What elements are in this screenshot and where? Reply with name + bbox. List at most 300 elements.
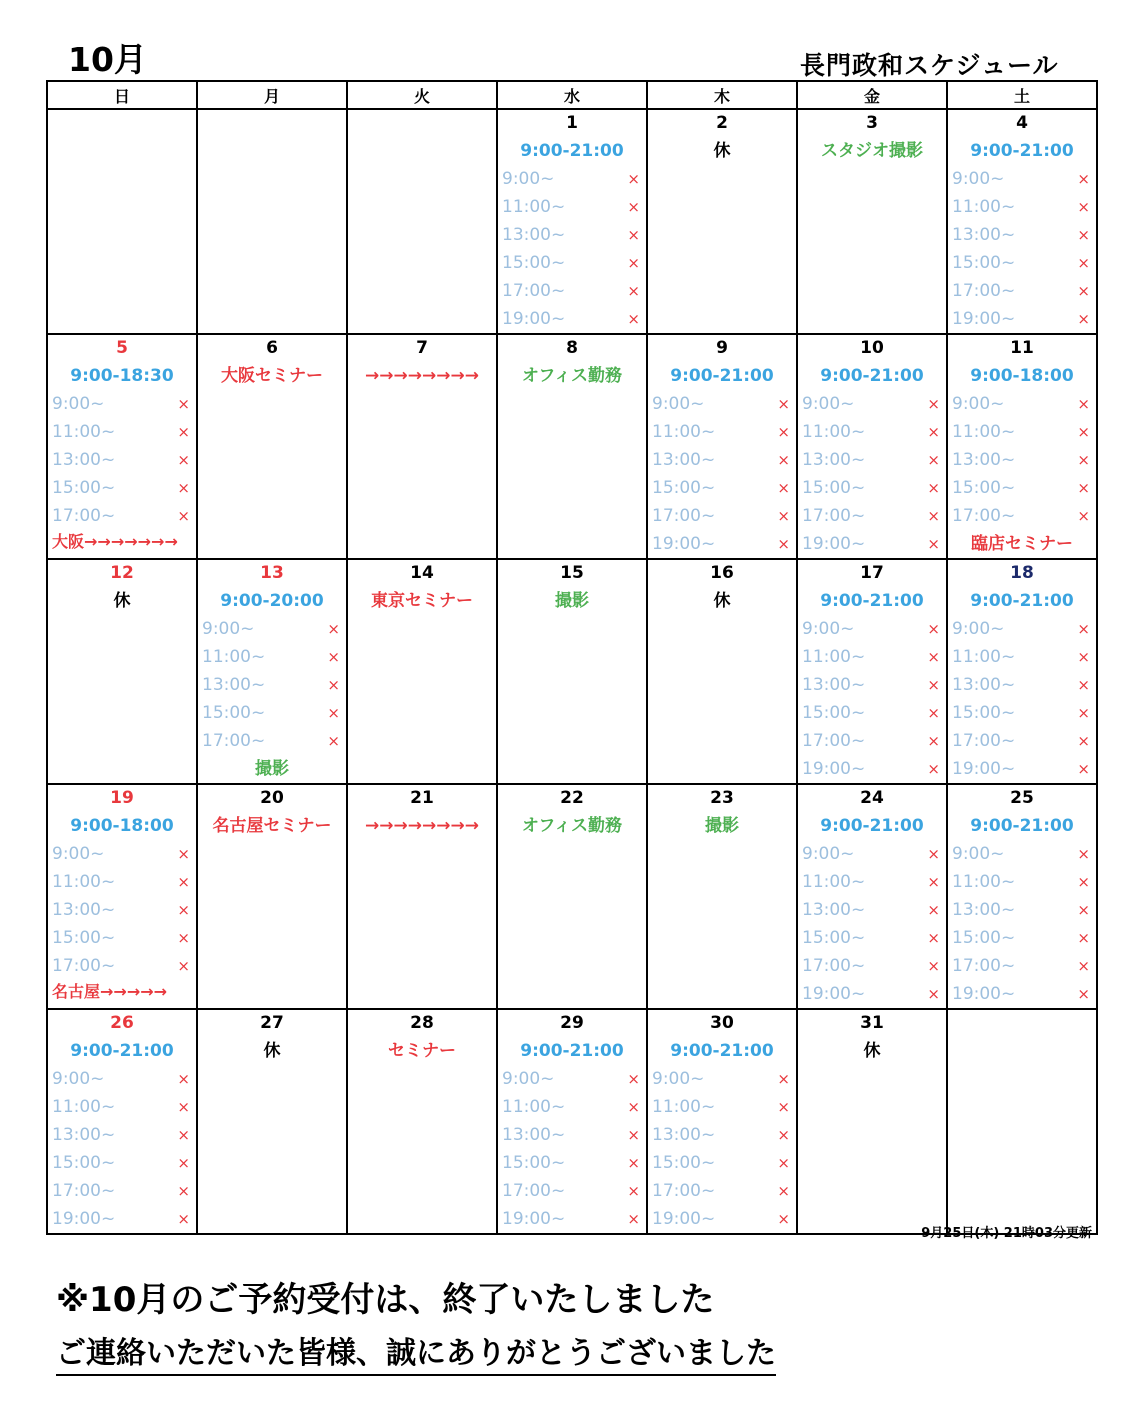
unavailable-mark: × bbox=[327, 676, 340, 694]
unavailable-mark: × bbox=[777, 1154, 790, 1172]
time-slot bbox=[798, 980, 946, 1008]
time-slot bbox=[948, 390, 1096, 418]
time-slot bbox=[498, 1149, 646, 1177]
time-slot-label: 19:00~ bbox=[952, 984, 1016, 1004]
time-slot bbox=[948, 249, 1096, 277]
time-slot-label: 9:00~ bbox=[952, 844, 1005, 864]
unavailable-mark: × bbox=[1077, 620, 1090, 638]
day-cell[interactable] bbox=[197, 1009, 347, 1234]
weekday-wed: 水 bbox=[497, 81, 647, 109]
unavailable-mark: × bbox=[1077, 282, 1090, 300]
time-slot-label: 11:00~ bbox=[952, 647, 1016, 667]
time-slot bbox=[948, 840, 1096, 868]
time-slot bbox=[498, 1121, 646, 1149]
time-slot-label: 11:00~ bbox=[952, 872, 1016, 892]
time-slot bbox=[498, 1065, 646, 1093]
day-cell[interactable] bbox=[497, 334, 647, 559]
time-slot-label: 15:00~ bbox=[652, 478, 716, 498]
event-label: 9:00-21:00 bbox=[670, 1041, 774, 1061]
unavailable-mark: × bbox=[627, 170, 640, 188]
event-label: 9:00-20:00 bbox=[220, 591, 324, 611]
time-slot-label: 9:00~ bbox=[502, 169, 555, 189]
day-number: 14 bbox=[410, 563, 434, 583]
time-slot-label: 13:00~ bbox=[652, 1125, 716, 1145]
time-slot-label: 11:00~ bbox=[652, 422, 716, 442]
unavailable-mark: × bbox=[1077, 985, 1090, 1003]
day-number: 10 bbox=[860, 338, 884, 358]
day-cell[interactable] bbox=[497, 559, 647, 784]
time-slot bbox=[48, 418, 196, 446]
event-label: スタジオ撮影 bbox=[821, 141, 923, 161]
unavailable-mark: × bbox=[627, 1070, 640, 1088]
unavailable-mark: × bbox=[777, 1098, 790, 1116]
time-slot bbox=[48, 390, 196, 418]
time-slot-label: 15:00~ bbox=[652, 1153, 716, 1173]
time-slot-label: 13:00~ bbox=[202, 675, 266, 695]
unavailable-mark: × bbox=[1077, 929, 1090, 947]
day-cell[interactable] bbox=[497, 784, 647, 1009]
time-slot-label: 15:00~ bbox=[202, 703, 266, 723]
unavailable-mark: × bbox=[177, 1182, 190, 1200]
time-slot-label: 13:00~ bbox=[652, 450, 716, 470]
time-slot-label: 13:00~ bbox=[502, 225, 566, 245]
time-slot-label: 15:00~ bbox=[52, 478, 116, 498]
event-footer: 大阪→→→→→→→ bbox=[52, 532, 178, 551]
time-slot-label: 17:00~ bbox=[952, 281, 1016, 301]
time-slot bbox=[648, 446, 796, 474]
time-slot bbox=[948, 474, 1096, 502]
unavailable-mark: × bbox=[927, 620, 940, 638]
time-slot bbox=[648, 1149, 796, 1177]
time-slot-label: 13:00~ bbox=[52, 900, 116, 920]
day-number: 26 bbox=[110, 1013, 134, 1033]
time-slot-label: 11:00~ bbox=[952, 197, 1016, 217]
time-slot-label: 19:00~ bbox=[502, 309, 566, 329]
day-cell[interactable] bbox=[347, 784, 497, 1009]
time-slot-label: 15:00~ bbox=[52, 1153, 116, 1173]
week-row bbox=[47, 784, 1097, 1009]
unavailable-mark: × bbox=[777, 423, 790, 441]
time-slot bbox=[948, 952, 1096, 980]
day-cell[interactable] bbox=[797, 334, 947, 559]
unavailable-mark: × bbox=[927, 648, 940, 666]
unavailable-mark: × bbox=[927, 901, 940, 919]
empty-day-cell bbox=[347, 109, 497, 334]
unavailable-mark: × bbox=[177, 901, 190, 919]
unavailable-mark: × bbox=[1077, 226, 1090, 244]
unavailable-mark: × bbox=[1077, 479, 1090, 497]
day-cell[interactable] bbox=[647, 334, 797, 559]
time-slot-label: 9:00~ bbox=[802, 394, 855, 414]
day-cell[interactable] bbox=[347, 559, 497, 784]
unavailable-mark: × bbox=[1077, 676, 1090, 694]
time-slot bbox=[48, 952, 196, 980]
day-cell[interactable] bbox=[947, 334, 1097, 559]
time-slot bbox=[798, 643, 946, 671]
time-slot bbox=[948, 446, 1096, 474]
day-cell[interactable] bbox=[197, 559, 347, 784]
time-slot bbox=[798, 952, 946, 980]
time-slot-label: 9:00~ bbox=[652, 1069, 705, 1089]
time-slot bbox=[498, 221, 646, 249]
day-number: 19 bbox=[110, 788, 134, 808]
time-slot bbox=[498, 1093, 646, 1121]
time-slot bbox=[798, 868, 946, 896]
event-label: 撮影 bbox=[705, 816, 739, 836]
time-slot bbox=[948, 502, 1096, 530]
unavailable-mark: × bbox=[1077, 704, 1090, 722]
time-slot bbox=[948, 924, 1096, 952]
event-label: 名古屋セミナー bbox=[212, 816, 332, 836]
time-slot bbox=[48, 896, 196, 924]
time-slot bbox=[48, 446, 196, 474]
unavailable-mark: × bbox=[627, 1182, 640, 1200]
day-cell[interactable] bbox=[197, 334, 347, 559]
weekday-tue: 火 bbox=[347, 81, 497, 109]
time-slot bbox=[498, 305, 646, 333]
unavailable-mark: × bbox=[327, 620, 340, 638]
weekday-sun: 日 bbox=[47, 81, 197, 109]
unavailable-mark: × bbox=[177, 1126, 190, 1144]
time-slot bbox=[798, 446, 946, 474]
time-slot-label: 17:00~ bbox=[802, 506, 866, 526]
time-slot-label: 9:00~ bbox=[952, 619, 1005, 639]
day-number: 1 bbox=[566, 113, 578, 133]
unavailable-mark: × bbox=[627, 310, 640, 328]
day-cell[interactable] bbox=[347, 334, 497, 559]
time-slot-label: 17:00~ bbox=[952, 731, 1016, 751]
time-slot bbox=[198, 643, 346, 671]
event-label: 9:00-18:30 bbox=[70, 366, 174, 386]
time-slot-label: 11:00~ bbox=[802, 422, 866, 442]
unavailable-mark: × bbox=[1077, 845, 1090, 863]
time-slot bbox=[948, 193, 1096, 221]
time-slot bbox=[948, 277, 1096, 305]
time-slot bbox=[798, 699, 946, 727]
time-slot bbox=[48, 1065, 196, 1093]
day-cell[interactable] bbox=[647, 109, 797, 334]
day-number: 25 bbox=[1010, 788, 1034, 808]
weekday-fri: 金 bbox=[797, 81, 947, 109]
time-slot-label: 19:00~ bbox=[802, 759, 866, 779]
day-cell[interactable] bbox=[797, 1009, 947, 1234]
day-number: 6 bbox=[266, 338, 278, 358]
event-label: 9:00-21:00 bbox=[820, 591, 924, 611]
day-number: 29 bbox=[560, 1013, 584, 1033]
time-slot bbox=[948, 980, 1096, 1008]
month-title: 10月 bbox=[68, 40, 147, 79]
time-slot bbox=[48, 1121, 196, 1149]
unavailable-mark: × bbox=[627, 1154, 640, 1172]
day-number: 13 bbox=[260, 563, 284, 583]
unavailable-mark: × bbox=[777, 507, 790, 525]
notice-thanks: ご連絡いただいた皆様、誠にありがとうございました bbox=[56, 1328, 776, 1376]
unavailable-mark: × bbox=[327, 704, 340, 722]
day-cell[interactable] bbox=[497, 109, 647, 334]
unavailable-mark: × bbox=[927, 479, 940, 497]
time-slot-label: 9:00~ bbox=[802, 844, 855, 864]
time-slot bbox=[948, 727, 1096, 755]
event-label: 9:00-21:00 bbox=[520, 1041, 624, 1061]
time-slot bbox=[48, 924, 196, 952]
day-cell[interactable] bbox=[647, 784, 797, 1009]
unavailable-mark: × bbox=[177, 423, 190, 441]
time-slot-label: 11:00~ bbox=[652, 1097, 716, 1117]
time-slot bbox=[648, 1205, 796, 1233]
time-slot-label: 15:00~ bbox=[802, 478, 866, 498]
unavailable-mark: × bbox=[777, 1126, 790, 1144]
time-slot bbox=[48, 474, 196, 502]
time-slot-label: 9:00~ bbox=[502, 1069, 555, 1089]
time-slot-label: 11:00~ bbox=[52, 422, 116, 442]
time-slot-label: 9:00~ bbox=[52, 844, 105, 864]
unavailable-mark: × bbox=[177, 1070, 190, 1088]
time-slot bbox=[498, 1205, 646, 1233]
event-label: 9:00-21:00 bbox=[70, 1041, 174, 1061]
time-slot-label: 15:00~ bbox=[52, 928, 116, 948]
unavailable-mark: × bbox=[1077, 395, 1090, 413]
day-number: 28 bbox=[410, 1013, 434, 1033]
weekday-mon: 月 bbox=[197, 81, 347, 109]
time-slot bbox=[498, 165, 646, 193]
day-cell[interactable] bbox=[797, 109, 947, 334]
unavailable-mark: × bbox=[177, 1098, 190, 1116]
time-slot bbox=[498, 193, 646, 221]
time-slot-label: 9:00~ bbox=[652, 394, 705, 414]
unavailable-mark: × bbox=[177, 845, 190, 863]
unavailable-mark: × bbox=[1077, 423, 1090, 441]
unavailable-mark: × bbox=[777, 479, 790, 497]
unavailable-mark: × bbox=[1077, 873, 1090, 891]
time-slot-label: 17:00~ bbox=[202, 731, 266, 751]
time-slot bbox=[498, 277, 646, 305]
unavailable-mark: × bbox=[927, 676, 940, 694]
time-slot bbox=[798, 924, 946, 952]
time-slot-label: 19:00~ bbox=[652, 534, 716, 554]
time-slot bbox=[948, 615, 1096, 643]
time-slot bbox=[798, 474, 946, 502]
time-slot-label: 17:00~ bbox=[52, 1181, 116, 1201]
time-slot bbox=[798, 615, 946, 643]
time-slot-label: 13:00~ bbox=[952, 225, 1016, 245]
day-cell[interactable] bbox=[947, 109, 1097, 334]
unavailable-mark: × bbox=[777, 1210, 790, 1228]
time-slot-label: 11:00~ bbox=[802, 647, 866, 667]
updated-timestamp: 9月25日(木) 21時03分更新 bbox=[921, 1226, 1092, 1241]
event-label: →→→→→→→→ bbox=[365, 366, 479, 386]
time-slot bbox=[48, 1177, 196, 1205]
time-slot bbox=[948, 643, 1096, 671]
time-slot bbox=[498, 1177, 646, 1205]
unavailable-mark: × bbox=[327, 732, 340, 750]
time-slot bbox=[948, 868, 1096, 896]
time-slot-label: 11:00~ bbox=[952, 422, 1016, 442]
time-slot bbox=[798, 671, 946, 699]
time-slot bbox=[48, 502, 196, 530]
unavailable-mark: × bbox=[927, 929, 940, 947]
day-number: 21 bbox=[410, 788, 434, 808]
time-slot-label: 11:00~ bbox=[502, 1097, 566, 1117]
time-slot bbox=[48, 1093, 196, 1121]
time-slot-label: 15:00~ bbox=[952, 928, 1016, 948]
event-label: →→→→→→→→ bbox=[365, 816, 479, 836]
day-number: 16 bbox=[710, 563, 734, 583]
event-label: 休 bbox=[263, 1041, 281, 1061]
day-cell[interactable] bbox=[47, 784, 197, 1009]
time-slot-label: 13:00~ bbox=[52, 1125, 116, 1145]
unavailable-mark: × bbox=[927, 985, 940, 1003]
unavailable-mark: × bbox=[927, 704, 940, 722]
unavailable-mark: × bbox=[927, 423, 940, 441]
time-slot-label: 11:00~ bbox=[52, 1097, 116, 1117]
event-label: 撮影 bbox=[555, 591, 589, 611]
day-cell[interactable] bbox=[647, 559, 797, 784]
time-slot-label: 13:00~ bbox=[802, 900, 866, 920]
unavailable-mark: × bbox=[927, 507, 940, 525]
time-slot bbox=[48, 868, 196, 896]
event-footer: 臨店セミナー bbox=[971, 534, 1073, 554]
unavailable-mark: × bbox=[177, 1210, 190, 1228]
day-cell[interactable] bbox=[947, 559, 1097, 784]
day-number: 15 bbox=[560, 563, 584, 583]
day-cell[interactable] bbox=[797, 784, 947, 1009]
day-number: 23 bbox=[710, 788, 734, 808]
time-slot-label: 9:00~ bbox=[802, 619, 855, 639]
time-slot-label: 15:00~ bbox=[952, 253, 1016, 273]
unavailable-mark: × bbox=[177, 479, 190, 497]
calendar-grid bbox=[46, 80, 1098, 1235]
time-slot bbox=[948, 896, 1096, 924]
time-slot bbox=[648, 1065, 796, 1093]
time-slot-label: 15:00~ bbox=[502, 1153, 566, 1173]
weekday-sat: 土 bbox=[947, 81, 1097, 109]
event-label: 9:00-18:00 bbox=[70, 816, 174, 836]
week-row bbox=[47, 559, 1097, 784]
unavailable-mark: × bbox=[177, 451, 190, 469]
time-slot-label: 17:00~ bbox=[52, 506, 116, 526]
time-slot-label: 15:00~ bbox=[802, 703, 866, 723]
day-number: 7 bbox=[416, 338, 428, 358]
unavailable-mark: × bbox=[927, 873, 940, 891]
unavailable-mark: × bbox=[1077, 957, 1090, 975]
event-label: 休 bbox=[713, 591, 731, 611]
event-label: 9:00-21:00 bbox=[970, 816, 1074, 836]
time-slot-label: 19:00~ bbox=[952, 759, 1016, 779]
time-slot-label: 9:00~ bbox=[202, 619, 255, 639]
time-slot bbox=[948, 755, 1096, 783]
week-row bbox=[47, 109, 1097, 334]
day-cell[interactable] bbox=[797, 559, 947, 784]
time-slot-label: 19:00~ bbox=[802, 534, 866, 554]
unavailable-mark: × bbox=[1077, 310, 1090, 328]
time-slot bbox=[648, 530, 796, 558]
time-slot bbox=[798, 896, 946, 924]
time-slot bbox=[648, 1093, 796, 1121]
day-cell[interactable] bbox=[47, 559, 197, 784]
day-number: 18 bbox=[1010, 563, 1034, 583]
day-cell[interactable] bbox=[197, 784, 347, 1009]
unavailable-mark: × bbox=[627, 254, 640, 272]
unavailable-mark: × bbox=[927, 845, 940, 863]
unavailable-mark: × bbox=[1077, 648, 1090, 666]
time-slot bbox=[798, 755, 946, 783]
day-cell[interactable] bbox=[47, 334, 197, 559]
time-slot bbox=[48, 1149, 196, 1177]
day-number: 12 bbox=[110, 563, 134, 583]
time-slot bbox=[948, 418, 1096, 446]
unavailable-mark: × bbox=[177, 873, 190, 891]
time-slot bbox=[198, 699, 346, 727]
unavailable-mark: × bbox=[777, 1070, 790, 1088]
unavailable-mark: × bbox=[1077, 760, 1090, 778]
time-slot-label: 15:00~ bbox=[502, 253, 566, 273]
day-cell[interactable] bbox=[497, 1009, 647, 1234]
day-cell[interactable] bbox=[47, 1009, 197, 1234]
time-slot bbox=[798, 840, 946, 868]
day-number: 8 bbox=[566, 338, 578, 358]
event-label: 9:00-21:00 bbox=[970, 141, 1074, 161]
event-label: 9:00-21:00 bbox=[970, 591, 1074, 611]
schedule-title: 長門政和スケジュール bbox=[800, 51, 1059, 80]
day-cell[interactable] bbox=[947, 784, 1097, 1009]
day-number: 24 bbox=[860, 788, 884, 808]
event-label: オフィス勤務 bbox=[521, 366, 623, 386]
unavailable-mark: × bbox=[777, 451, 790, 469]
unavailable-mark: × bbox=[177, 957, 190, 975]
day-number: 22 bbox=[560, 788, 584, 808]
day-number: 9 bbox=[716, 338, 728, 358]
day-cell[interactable] bbox=[347, 1009, 497, 1234]
notice-closed: ※10月のご予約受付は、終了いたしました bbox=[56, 1280, 715, 1320]
week-row bbox=[47, 1009, 1097, 1234]
weekday-header-row bbox=[47, 81, 1097, 109]
time-slot-label: 13:00~ bbox=[952, 450, 1016, 470]
unavailable-mark: × bbox=[177, 507, 190, 525]
time-slot-label: 11:00~ bbox=[52, 872, 116, 892]
time-slot-label: 9:00~ bbox=[952, 169, 1005, 189]
event-label: 休 bbox=[713, 141, 731, 161]
unavailable-mark: × bbox=[1077, 198, 1090, 216]
event-label: 9:00-21:00 bbox=[520, 141, 624, 161]
time-slot bbox=[648, 474, 796, 502]
time-slot-label: 13:00~ bbox=[52, 450, 116, 470]
unavailable-mark: × bbox=[1077, 732, 1090, 750]
time-slot-label: 11:00~ bbox=[502, 197, 566, 217]
day-number: 27 bbox=[260, 1013, 284, 1033]
time-slot-label: 11:00~ bbox=[202, 647, 266, 667]
time-slot bbox=[648, 1121, 796, 1149]
day-number: 17 bbox=[860, 563, 884, 583]
time-slot-label: 15:00~ bbox=[952, 478, 1016, 498]
unavailable-mark: × bbox=[927, 451, 940, 469]
time-slot-label: 19:00~ bbox=[652, 1209, 716, 1229]
unavailable-mark: × bbox=[177, 1154, 190, 1172]
time-slot bbox=[198, 615, 346, 643]
week-row bbox=[47, 334, 1097, 559]
time-slot-label: 19:00~ bbox=[52, 1209, 116, 1229]
unavailable-mark: × bbox=[777, 395, 790, 413]
empty-day-cell bbox=[197, 109, 347, 334]
time-slot-label: 17:00~ bbox=[952, 506, 1016, 526]
unavailable-mark: × bbox=[327, 648, 340, 666]
time-slot bbox=[198, 671, 346, 699]
day-number: 31 bbox=[860, 1013, 884, 1033]
unavailable-mark: × bbox=[1077, 254, 1090, 272]
unavailable-mark: × bbox=[1077, 451, 1090, 469]
event-label: 9:00-18:00 bbox=[970, 366, 1074, 386]
day-cell[interactable] bbox=[647, 1009, 797, 1234]
unavailable-mark: × bbox=[927, 395, 940, 413]
